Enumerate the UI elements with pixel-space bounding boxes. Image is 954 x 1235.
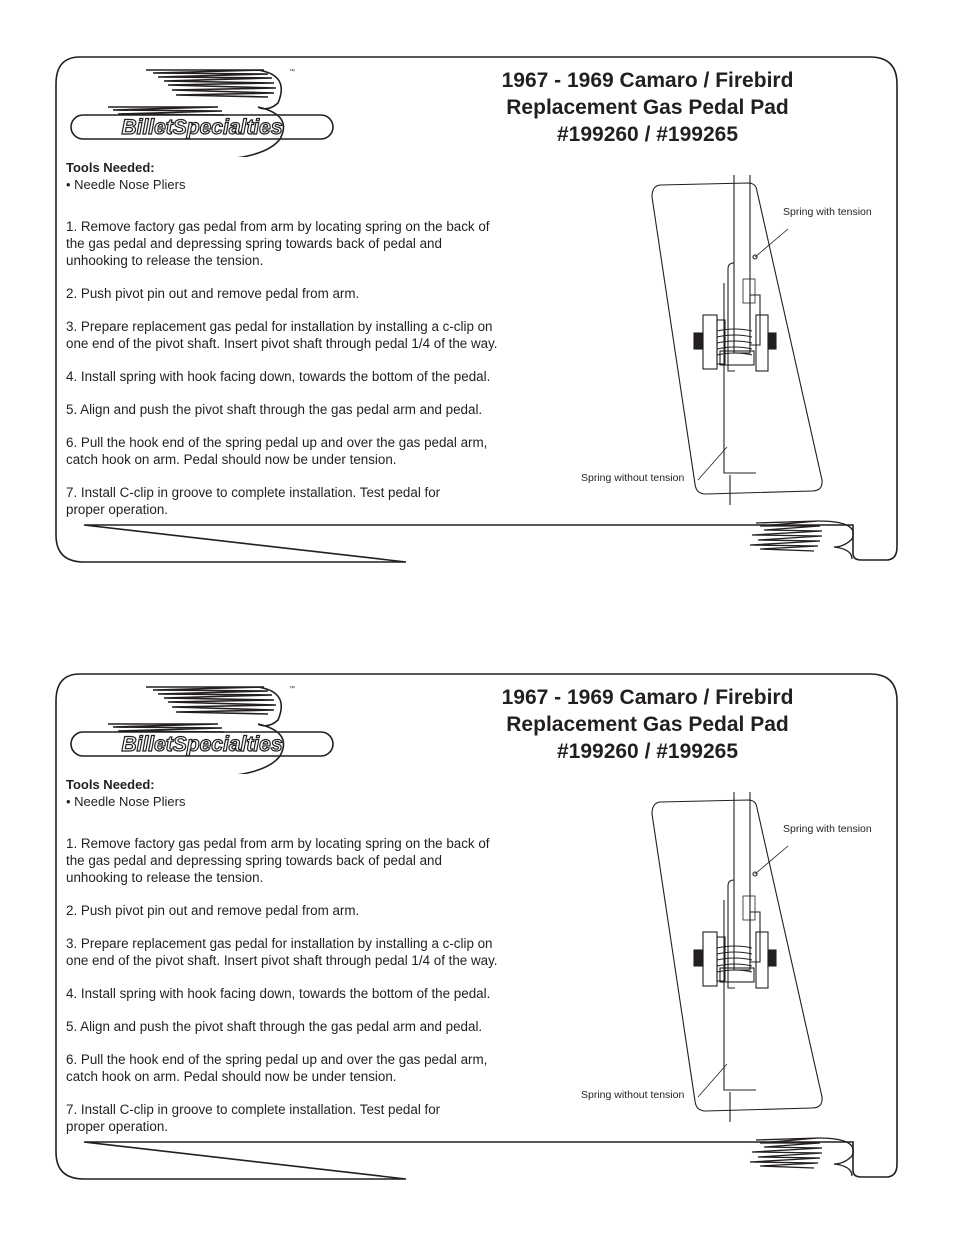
tools-section (66, 776, 185, 810)
step-4: 4. Install spring with hook facing down, towards the bottom of the pedal. (66, 369, 491, 384)
billet-specialties-logo (68, 684, 338, 774)
step-1: 1. Remove factory gas pedal from arm by locating spring on the back of the gas pedal and depressing spring towards back of pedal and unhooking to release the tension. (66, 836, 490, 885)
logo-wordmark: BilletSpecialties (121, 116, 283, 139)
tools-item: • Needle Nose Pliers (66, 794, 186, 809)
title-line-3: #199260 / #199265 (556, 740, 738, 763)
trademark: ™ (289, 686, 295, 692)
tools-section (66, 159, 185, 193)
pedal-diagram (560, 175, 830, 505)
label-spring-with-tension: Spring with tension (783, 206, 872, 218)
tools-item: • Needle Nose Pliers (66, 177, 186, 192)
instruction-card-1 (0, 55, 954, 575)
billet-specialties-logo (68, 67, 338, 157)
title-line-2: Replacement Gas Pedal Pad (506, 96, 789, 119)
label-spring-with-tension: Spring with tension (783, 823, 872, 835)
label-spring-without-tension: Spring without tension (581, 1089, 685, 1101)
label-spring-without-tension: Spring without tension (581, 472, 685, 484)
step-3: 3. Prepare replacement gas pedal for installation by installing a c-clip on one end of the pivot shaft. Insert pivot shaft through pedal 1/4 of the way. (66, 319, 498, 351)
page-title (450, 684, 845, 765)
page-title (450, 67, 845, 148)
title-line-2: Replacement Gas Pedal Pad (506, 713, 789, 736)
step-6: 6. Pull the hook end of the spring pedal up and over the gas pedal arm, catch hook on arm. Pedal should now be under tension. (66, 435, 488, 467)
steps-list (66, 218, 576, 534)
step-2: 2. Push pivot pin out and remove pedal from arm. (66, 286, 360, 301)
trademark: ™ (289, 69, 295, 75)
pedal-diagram (560, 792, 830, 1122)
tools-heading: Tools Needed: (66, 777, 155, 792)
step-5: 5. Align and push the pivot shaft through the gas pedal arm and pedal. (66, 1019, 483, 1034)
corner-b-logo (748, 517, 863, 559)
title-line-3: #199260 / #199265 (556, 123, 738, 146)
corner-b-logo (748, 1134, 863, 1176)
steps-list (66, 835, 576, 1151)
instruction-card-2 (0, 672, 954, 1192)
step-4: 4. Install spring with hook facing down, towards the bottom of the pedal. (66, 986, 491, 1001)
step-7: 7. Install C-clip in groove to complete installation. Test pedal for proper operation. (66, 485, 441, 517)
tools-heading: Tools Needed: (66, 160, 155, 175)
step-1: 1. Remove factory gas pedal from arm by locating spring on the back of the gas pedal and depressing spring towards back of pedal and unhooking to release the tension. (66, 219, 490, 268)
step-5: 5. Align and push the pivot shaft through the gas pedal arm and pedal. (66, 402, 483, 417)
title-line-1: 1967 - 1969 Camaro / Firebird (501, 686, 794, 709)
step-6: 6. Pull the hook end of the spring pedal up and over the gas pedal arm, catch hook on arm. Pedal should now be under tension. (66, 1052, 488, 1084)
step-2: 2. Push pivot pin out and remove pedal from arm. (66, 903, 360, 918)
step-3: 3. Prepare replacement gas pedal for installation by installing a c-clip on one end of the pivot shaft. Insert pivot shaft through pedal 1/4 of the way. (66, 936, 498, 968)
step-7: 7. Install C-clip in groove to complete installation. Test pedal for proper operation. (66, 1102, 441, 1134)
title-line-1: 1967 - 1969 Camaro / Firebird (501, 69, 794, 92)
logo-wordmark: BilletSpecialties (121, 733, 283, 756)
